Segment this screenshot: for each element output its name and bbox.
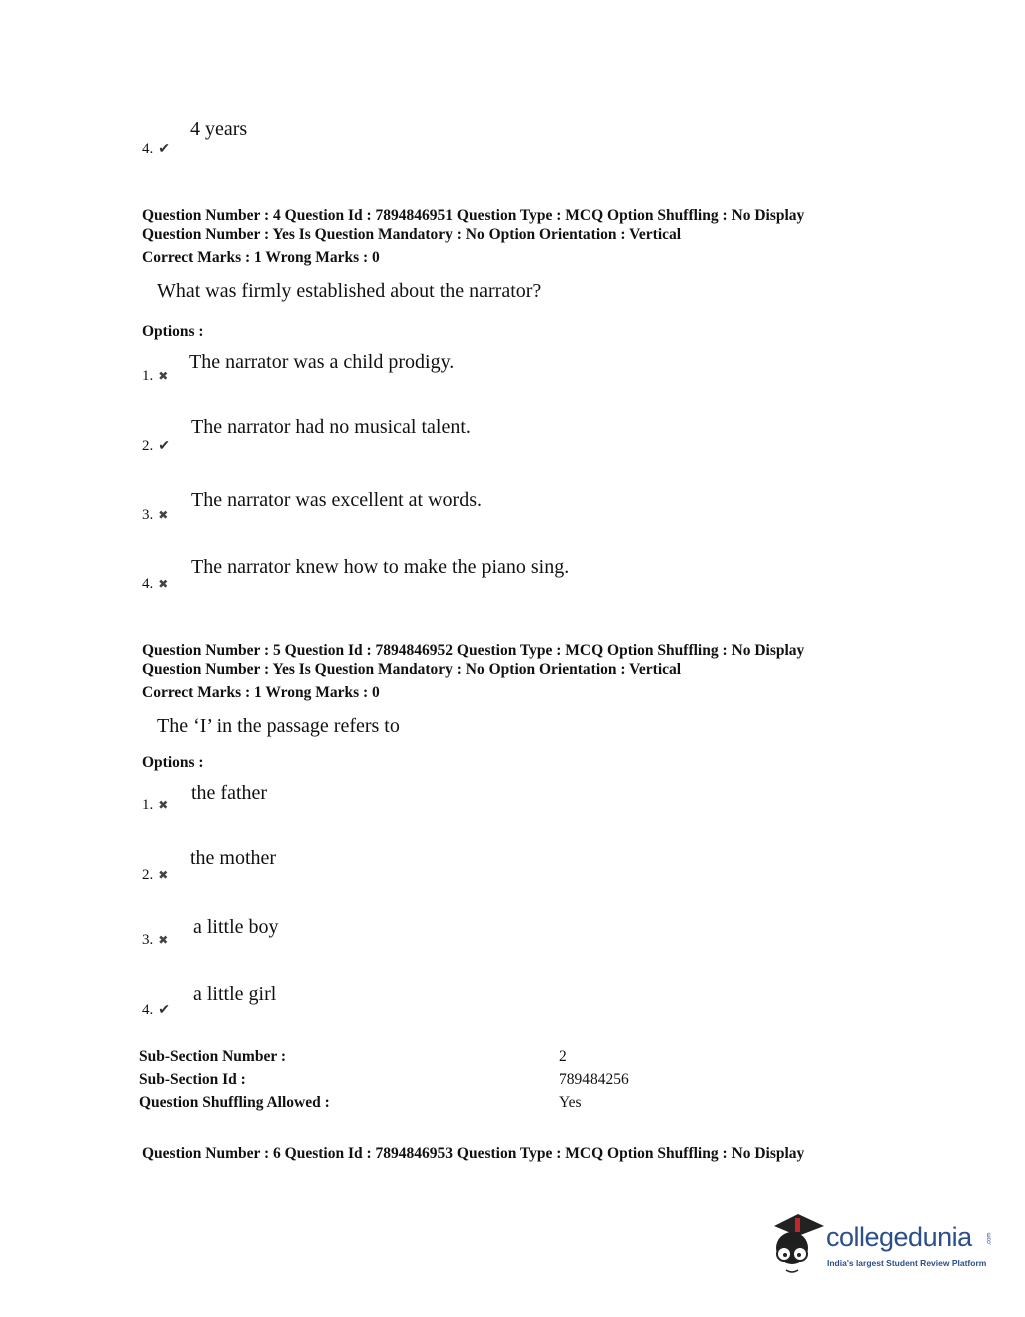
option-number: 1. — [142, 368, 154, 384]
option-number-row — [142, 576, 168, 593]
question-meta-line2: Question Number : Yes Is Question Mandatory : No Option Orientation : Vertical — [142, 226, 682, 243]
cross-icon: ✖ — [158, 933, 169, 947]
question-marks: Correct Marks : 1 Wrong Marks : 0 — [142, 684, 380, 701]
cross-icon: ✖ — [158, 798, 169, 812]
option-text: the father — [191, 782, 268, 804]
option-number: 4. — [142, 576, 154, 592]
question-text: What was firmly established about the narrator? — [157, 280, 542, 302]
option-number: 4. — [142, 1002, 154, 1018]
checkmark-icon: ✔ — [158, 439, 170, 454]
option-text: 4 years — [190, 118, 248, 140]
checkmark-icon: ✔ — [158, 142, 170, 157]
cross-icon: ✖ — [158, 577, 169, 591]
collegedunia-logo — [768, 1210, 998, 1282]
cross-icon: ✖ — [158, 369, 169, 383]
option-number: 3. — [142, 932, 154, 948]
option-number-row — [142, 932, 168, 949]
question-meta-line1: Question Number : 5 Question Id : 7894846952 Question Type : MCQ Option Shuffling : No Display — [142, 642, 805, 659]
option-number-row — [142, 797, 168, 814]
subsection-id-value: 789484256 — [559, 1071, 629, 1088]
option-text: a little girl — [193, 983, 277, 1005]
logo-wordmark: collegedunia — [826, 1222, 972, 1252]
question-shuffling-value: Yes — [559, 1094, 582, 1111]
mascot-icon — [768, 1210, 826, 1280]
question-meta-line1: Question Number : 6 Question Id : 7894846953 Question Type : MCQ Option Shuffling : No Display — [142, 1145, 805, 1162]
question-meta-line1: Question Number : 4 Question Id : 7894846951 Question Type : MCQ Option Shuffling : No Display — [142, 207, 805, 224]
question-shuffling-label: Question Shuffling Allowed : — [139, 1094, 330, 1111]
option-text: The narrator was excellent at words. — [191, 489, 482, 511]
logo-tagline: India's largest Student Review Platform — [827, 1258, 987, 1268]
option-number-row — [142, 507, 168, 524]
subsection-id-label: Sub-Section Id : — [139, 1071, 246, 1088]
option-text: The narrator was a child prodigy. — [189, 351, 455, 373]
question-meta-line2: Question Number : Yes Is Question Mandatory : No Option Orientation : Vertical — [142, 661, 682, 678]
option-number-row — [142, 1002, 170, 1019]
option-number: 1. — [142, 797, 154, 813]
option-number-row — [142, 141, 170, 158]
option-text: the mother — [190, 847, 277, 869]
option-number: 4. — [142, 141, 154, 157]
subsection-number-label: Sub-Section Number : — [139, 1048, 286, 1065]
options-label: Options : — [142, 754, 204, 771]
option-text: a little boy — [193, 916, 279, 938]
option-number-row — [142, 368, 168, 385]
cross-icon: ✖ — [158, 508, 169, 522]
option-number: 2. — [142, 438, 154, 454]
question-text: The ‘I’ in the passage refers to — [157, 715, 400, 737]
option-number-row — [142, 438, 170, 455]
question-marks: Correct Marks : 1 Wrong Marks : 0 — [142, 249, 380, 266]
cross-icon: ✖ — [158, 868, 169, 882]
option-number: 3. — [142, 507, 154, 523]
option-text: The narrator had no musical talent. — [191, 416, 471, 438]
options-label: Options : — [142, 323, 204, 340]
option-number-row — [142, 867, 168, 884]
logo-com: .com — [986, 1232, 993, 1246]
option-text: The narrator knew how to make the piano sing. — [191, 556, 570, 578]
subsection-number-value: 2 — [559, 1048, 567, 1065]
option-number: 2. — [142, 867, 154, 883]
checkmark-icon: ✔ — [158, 1003, 170, 1018]
